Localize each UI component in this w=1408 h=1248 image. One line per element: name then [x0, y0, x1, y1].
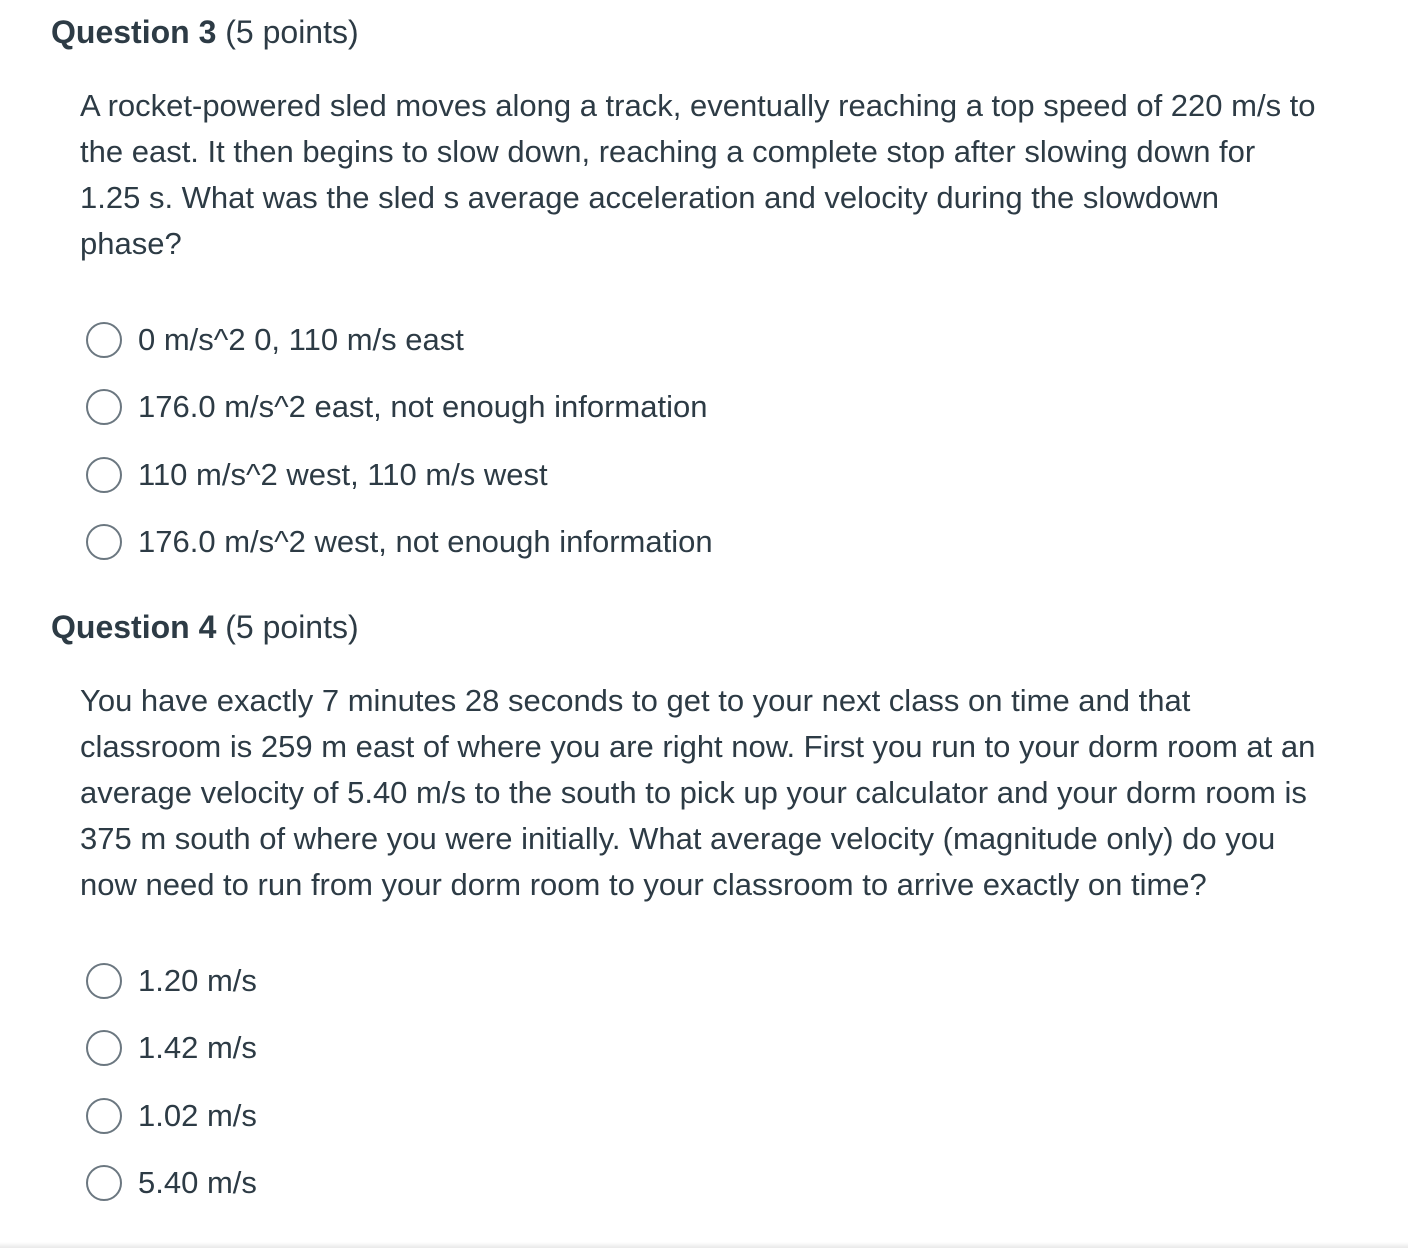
radio-button[interactable] — [86, 1098, 122, 1134]
answer-label[interactable]: 176.0 m/s^2 east, not enough information — [138, 389, 708, 425]
answer-label[interactable]: 176.0 m/s^2 west, not enough information — [138, 524, 713, 560]
question-title: Question 3 — [51, 14, 217, 50]
radio-button[interactable] — [86, 1165, 122, 1201]
answer-option[interactable] — [51, 509, 1351, 577]
radio-button[interactable] — [86, 1030, 122, 1066]
question-3 — [51, 12, 1351, 576]
answer-label[interactable]: 1.42 m/s — [138, 1030, 257, 1066]
radio-button[interactable] — [86, 963, 122, 999]
question-title: Question 4 — [51, 609, 217, 645]
question-header — [51, 607, 1351, 647]
answer-option[interactable] — [51, 374, 1351, 442]
answer-label[interactable]: 5.40 m/s — [138, 1165, 257, 1201]
radio-button[interactable] — [86, 322, 122, 358]
radio-button[interactable] — [86, 457, 122, 493]
answer-label[interactable]: 0 m/s^2 0, 110 m/s east — [138, 321, 464, 357]
answer-option[interactable] — [51, 306, 1351, 374]
answer-label[interactable]: 1.02 m/s — [138, 1097, 257, 1133]
question-points: (5 points) — [225, 609, 359, 645]
radio-button[interactable] — [86, 524, 122, 560]
question-text: A rocket-powered sled moves along a track, eventually reaching a top speed of 220 m/s to the east. It then begins to slow down, reaching a complete stop after slowing down for 1.25 s. What was the sled s average acceleration and velocity during the slowdown phase? — [80, 88, 1316, 261]
answer-options — [51, 306, 1351, 576]
answer-option[interactable] — [51, 1015, 1351, 1083]
answer-option[interactable] — [51, 947, 1351, 1015]
question-header — [51, 12, 1351, 52]
radio-button[interactable] — [86, 389, 122, 425]
bottom-divider — [0, 1242, 1408, 1248]
question-4 — [51, 607, 1351, 1217]
answer-option[interactable] — [51, 441, 1351, 509]
answer-label[interactable]: 1.20 m/s — [138, 962, 257, 998]
question-text: You have exactly 7 minutes 28 seconds to get to your next class on time and that classroom is 259 m east of where you are right now. First you run to your dorm room at an average velocity of 5.40 m/s to the south to pick up your calculator and your dorm room is 375 m south of where you were initially. What average velocity (magnitude only) do you now need to run from your dorm room to your classroom to arrive exactly on time? — [80, 683, 1316, 902]
answer-option[interactable] — [51, 1082, 1351, 1150]
answer-options — [51, 947, 1351, 1217]
answer-option[interactable] — [51, 1150, 1351, 1218]
answer-label[interactable]: 110 m/s^2 west, 110 m/s west — [138, 456, 548, 492]
question-points: (5 points) — [225, 14, 359, 50]
